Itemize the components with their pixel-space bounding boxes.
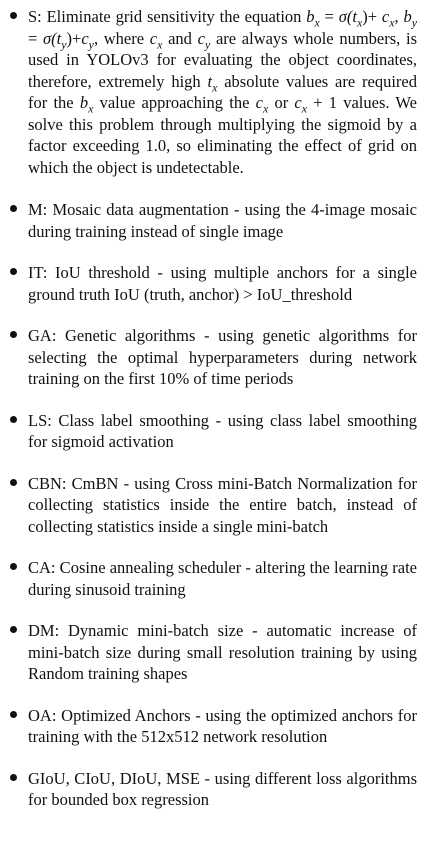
bullet-list	[10, 6, 417, 811]
math-expression: $c_y$	[197, 28, 211, 51]
math-expression: $c_x$	[255, 93, 269, 116]
list-item-dm	[10, 620, 417, 685]
item-text-m: M: Mosaic data augmentation - using the 4-image mosaic during training instead of single image	[28, 200, 417, 241]
item-text-dm: DM: Dynamic mini-batch size - automatic increase of mini-batch size during small resolution training by using Random training shapes	[28, 621, 417, 683]
list-item-oa	[10, 705, 417, 748]
item-text-cbn: CBN: CmBN - using Cross mini-Batch Normalization for collecting statistics inside the entire batch, instead of collecting statistics inside a single mini-batch	[28, 473, 417, 536]
math-expression: $b_x$	[306, 7, 320, 30]
item-text-ls: LS: Class label smoothing - using class label smoothing for sigmoid activation	[28, 410, 417, 451]
math-expression: $c_x$	[294, 93, 308, 116]
bullet-icon	[10, 774, 17, 781]
math-expression: $\sigma(t_y)$	[43, 28, 73, 51]
math-expression: $\sigma(t_x)$	[338, 7, 368, 30]
math-expression: $c_y$	[81, 28, 94, 51]
math-expression: $t_x$	[207, 71, 218, 94]
item-text-s: S: Eliminate grid sensitivity the equation $b_x = \sigma(t_x)+ c_x$, $b_y = \sigma(t_y)+c_y$, where $c_x$ and $c_y$ are always whole numbers, is used in YOLOv3 for evaluating the object coordinates, therefore, extremely high $t_x$ absolute values are required for the $b_x$ value approaching the $c_x$ or $c_x + 1$ values. We solve this problem through multiplying the sigmoid by a factor exceeding 1.0, so eliminating the effect of grid on which the object is undetectable.	[28, 7, 417, 177]
list-item-loss	[10, 768, 417, 811]
math-expression: $c_x$	[381, 7, 395, 30]
item-text-ga: GA: Genetic algorithms - using genetic algorithms for selecting the optimal hyperparameters during network training on the first 10% of time periods	[28, 326, 417, 388]
bullet-icon	[10, 416, 17, 423]
list-item-it	[10, 262, 417, 305]
math-expression: $b_y$	[403, 7, 417, 30]
bullet-icon	[10, 563, 17, 570]
list-item-ga	[10, 325, 417, 390]
list-item-m	[10, 199, 417, 242]
item-text-ca: CA: Cosine annealing scheduler - altering the learning rate during sinusoid training	[28, 558, 417, 599]
bullet-icon	[10, 205, 17, 212]
bullet-icon	[10, 331, 17, 338]
math-expression: $b_x$	[79, 93, 94, 116]
bullet-icon	[10, 626, 17, 633]
item-text-it: IT: IoU threshold - using multiple anchors for a single ground truth IoU (truth, anchor) > IoU_threshold	[28, 263, 417, 304]
bullet-icon	[10, 711, 17, 718]
list-item-cbn	[10, 473, 417, 538]
bullet-icon	[10, 268, 17, 275]
list-item-s	[10, 6, 417, 178]
list-item-ls	[10, 410, 417, 453]
item-text-loss: GIoU, CIoU, DIoU, MSE - using different loss algorithms for bounded box regression	[28, 768, 417, 809]
bullet-icon	[10, 12, 17, 19]
item-text-oa: OA: Optimized Anchors - using the optimized anchors for training with the 512x512 network resolution	[28, 705, 417, 746]
bullet-icon	[10, 479, 17, 486]
list-item-ca	[10, 557, 417, 600]
math-expression: $c_x$	[149, 28, 163, 51]
